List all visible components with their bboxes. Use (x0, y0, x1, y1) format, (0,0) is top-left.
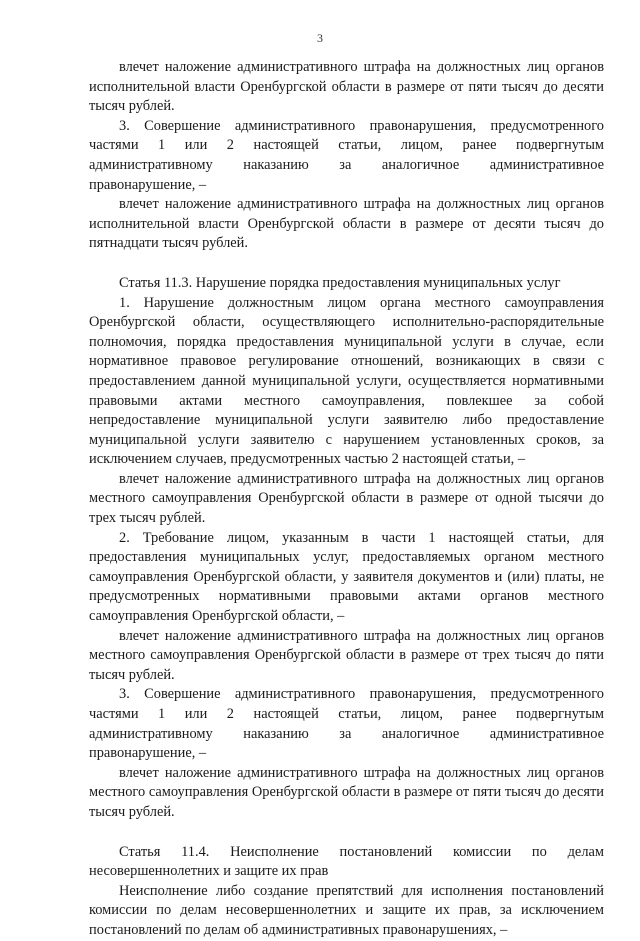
paragraph: влечет наложение административного штрафа на должностных лиц органов местного самоуправления Оренбургской области в размере от одной тысячи до трех тысяч рублей. (89, 470, 604, 527)
paragraph: влечет наложение административного штрафа на должностных лиц органов исполнительной власти Оренбургской области в размере от пяти тысяч до десяти тысяч рублей. (89, 59, 604, 115)
paragraph: влечет наложение административного штрафа на должностных лиц органов исполнительной власти Оренбургской области в размере от десяти тысяч до пятнадцати тысяч рублей. (89, 196, 604, 252)
article-heading: Статья 11.4. Неисполнение постановлений комиссии по делам несовершеннолетних и защите их прав (89, 843, 604, 880)
paragraph: влечет наложение административного штрафа на должностных лиц органов местного самоуправления Оренбургской области в размере от пяти тысяч до десяти тысяч рублей. (89, 764, 604, 820)
paragraph: 3. Совершение административного правонарушения, предусмотренного частями 1 или 2 настоящей статьи, лицом, ранее подвергнутым административному наказанию за аналогичное административное правонарушение, – (89, 117, 604, 193)
article-heading: Статья 11.3. Нарушение порядка предоставления муниципальных услуг (119, 274, 561, 291)
paragraph: Неисполнение либо создание препятствий для исполнения постановлений комиссии по делам несовершеннолетних и защите их прав, за исключением постановлений по делам об административных правонарушениях, – (89, 882, 604, 938)
paragraph: 3. Совершение административного правонарушения, предусмотренного частями 1 или 2 настоящей статьи, лицом, ранее подвергнутым административному наказанию за аналогичное административное правонарушение, – (89, 686, 604, 762)
paragraph: влечет наложение административного штрафа на должностных лиц органов местного самоуправления Оренбургской области в размере от трех тысяч до пяти тысяч рублей. (89, 627, 604, 683)
paragraph: 1. Нарушение должностным лицом органа местного самоуправления Оренбургской области, осуществляющего исполнительно-распорядительные полномочия, порядка предоставления муниципальной услуги в случае, если нормативное правовое регулирование отношений, возникающих в связи с предоставлением данной муниципальной услуги, осуществляется нормативными правовыми актами местного самоуправления, повлекшее за собой непредоставление муниципальной услуги заявителю либо предоставление муниципальной услуги заявителю с нарушением установленных сроков, за исключением случаев, предусмотренных частью 2 настоящей статьи, – (89, 294, 604, 468)
page-number: 3 (317, 31, 323, 45)
paragraph: 2. Требование лицом, указанным в части 1 настоящей статьи, для предоставления муниципальных услуг, предоставляемых органом местного самоуправления Оренбургской области, у заявителя документов и (или) платы, не предусмотренных нормативными правовыми актами органов местного самоуправления Оренбургской области, – (89, 529, 604, 625)
document-body (89, 58, 604, 941)
